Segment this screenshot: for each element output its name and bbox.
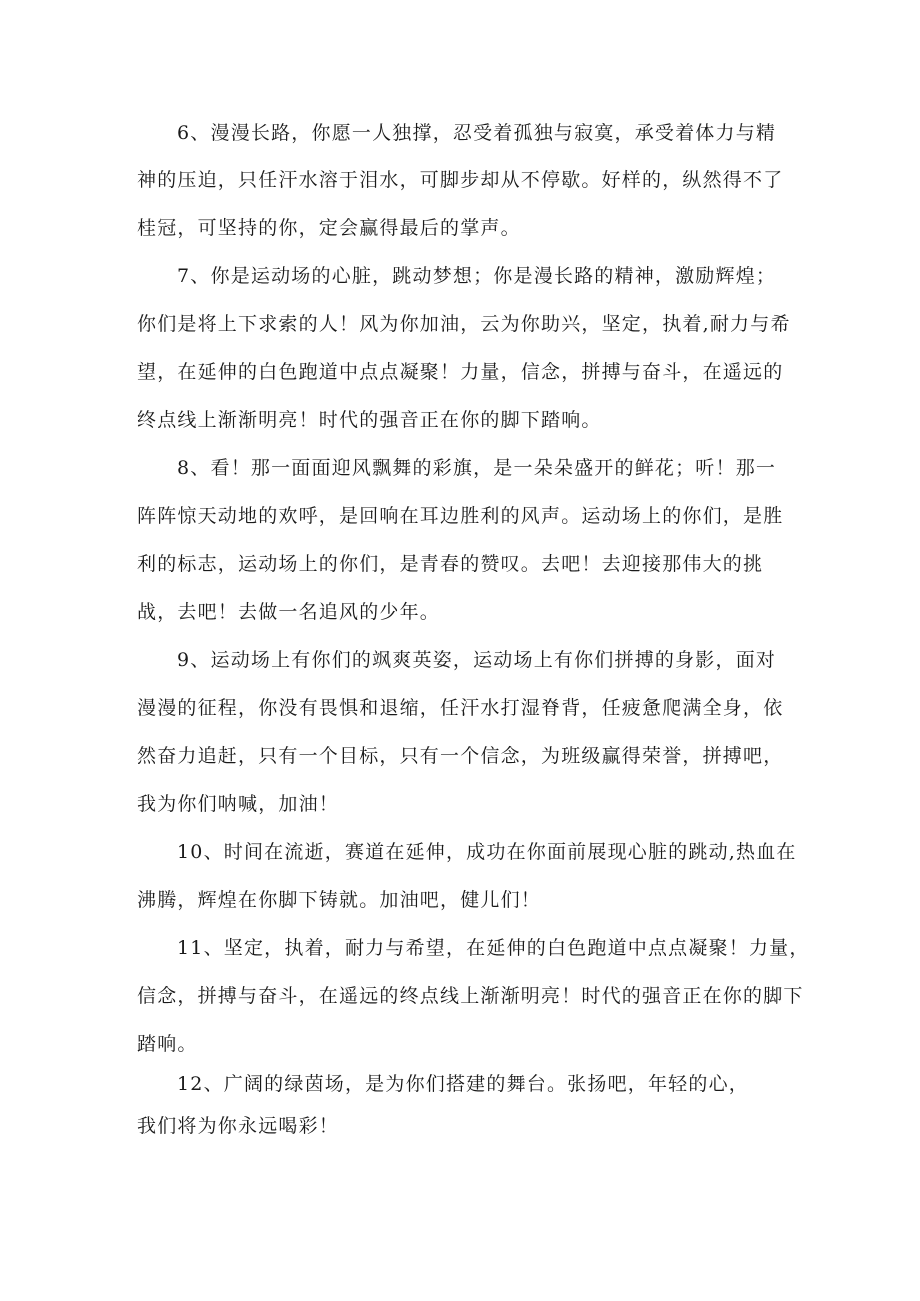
paragraph-8-line-2: 阵阵惊天动地的欢呼，是回响在耳边胜利的风声。运动场上的你们，是胜	[137, 505, 784, 527]
paragraph-8-line-4: 战，去吧！去做一名追风的少年。	[137, 601, 441, 623]
paragraph-9-line-4: 我为你们呐喊，加油！	[137, 793, 340, 815]
paragraph-6-line-2: 神的压迫，只任汗水溶于泪水，可脚步却从不停歇。好样的，纵然得不了	[137, 169, 784, 191]
paragraph-6-line-1: 6、漫漫长路，你愿一人独撑，忍受着孤独与寂寞，承受着体力与精	[177, 122, 777, 144]
paragraph-12-line-2: 我们将为你永远喝彩！	[137, 1115, 340, 1137]
paragraph-10-line-1: 10、时间在流逝，赛道在延伸，成功在你面前展现心脏的跳动,热血在	[177, 841, 797, 863]
paragraph-11-line-2: 信念，拼搏与奋斗，在遥远的终点线上渐渐明亮！时代的强音正在你的脚下	[137, 985, 804, 1007]
paragraph-12-line-1: 12、广阔的绿茵场，是为你们搭建的舞台。张扬吧，年轻的心，	[177, 1073, 749, 1095]
paragraph-7-line-4: 终点线上渐渐明亮！时代的强音正在你的脚下踏响。	[137, 409, 602, 431]
paragraph-7-line-2: 你们是将上下求索的人！风为你加油，云为你助兴，坚定，执着,耐力与希	[137, 313, 791, 335]
paragraph-7-line-1: 7、你是运动场的心脏，跳动梦想；你是漫长路的精神，激励辉煌；	[177, 265, 777, 287]
paragraph-11-line-1: 11、坚定，执着，耐力与希望，在延伸的白色跑道中点点凝聚！力量，	[177, 937, 810, 959]
paragraph-10-line-2: 沸腾，辉煌在你脚下铸就。加油吧，健儿们！	[137, 889, 542, 911]
paragraph-9-line-1: 9、运动场上有你们的飒爽英姿，运动场上有你们拼搏的身影，面对	[177, 649, 777, 671]
paragraph-9-line-2: 漫漫的征程，你没有畏惧和退缩，任汗水打湿脊背，任疲惫爬满全身，依	[137, 697, 784, 719]
paragraph-8-line-1: 8、看！那一面面迎风飘舞的彩旗，是一朵朵盛开的鲜花；听！那一	[177, 457, 777, 479]
paragraph-11-line-3: 踏响。	[137, 1033, 198, 1055]
paragraph-8-line-3: 利的标志，运动场上的你们，是青春的赞叹。去吧！去迎接那伟大的挑	[137, 553, 764, 575]
paragraph-6-line-3: 桂冠，可坚持的你，定会赢得最后的掌声。	[137, 217, 521, 239]
paragraph-9-line-3: 然奋力追赶，只有一个目标，只有一个信念，为班级赢得荣誉，拼搏吧，	[137, 745, 784, 767]
paragraph-7-line-3: 望，在延伸的白色跑道中点点凝聚！力量，信念，拼搏与奋斗，在遥远的	[137, 361, 784, 383]
